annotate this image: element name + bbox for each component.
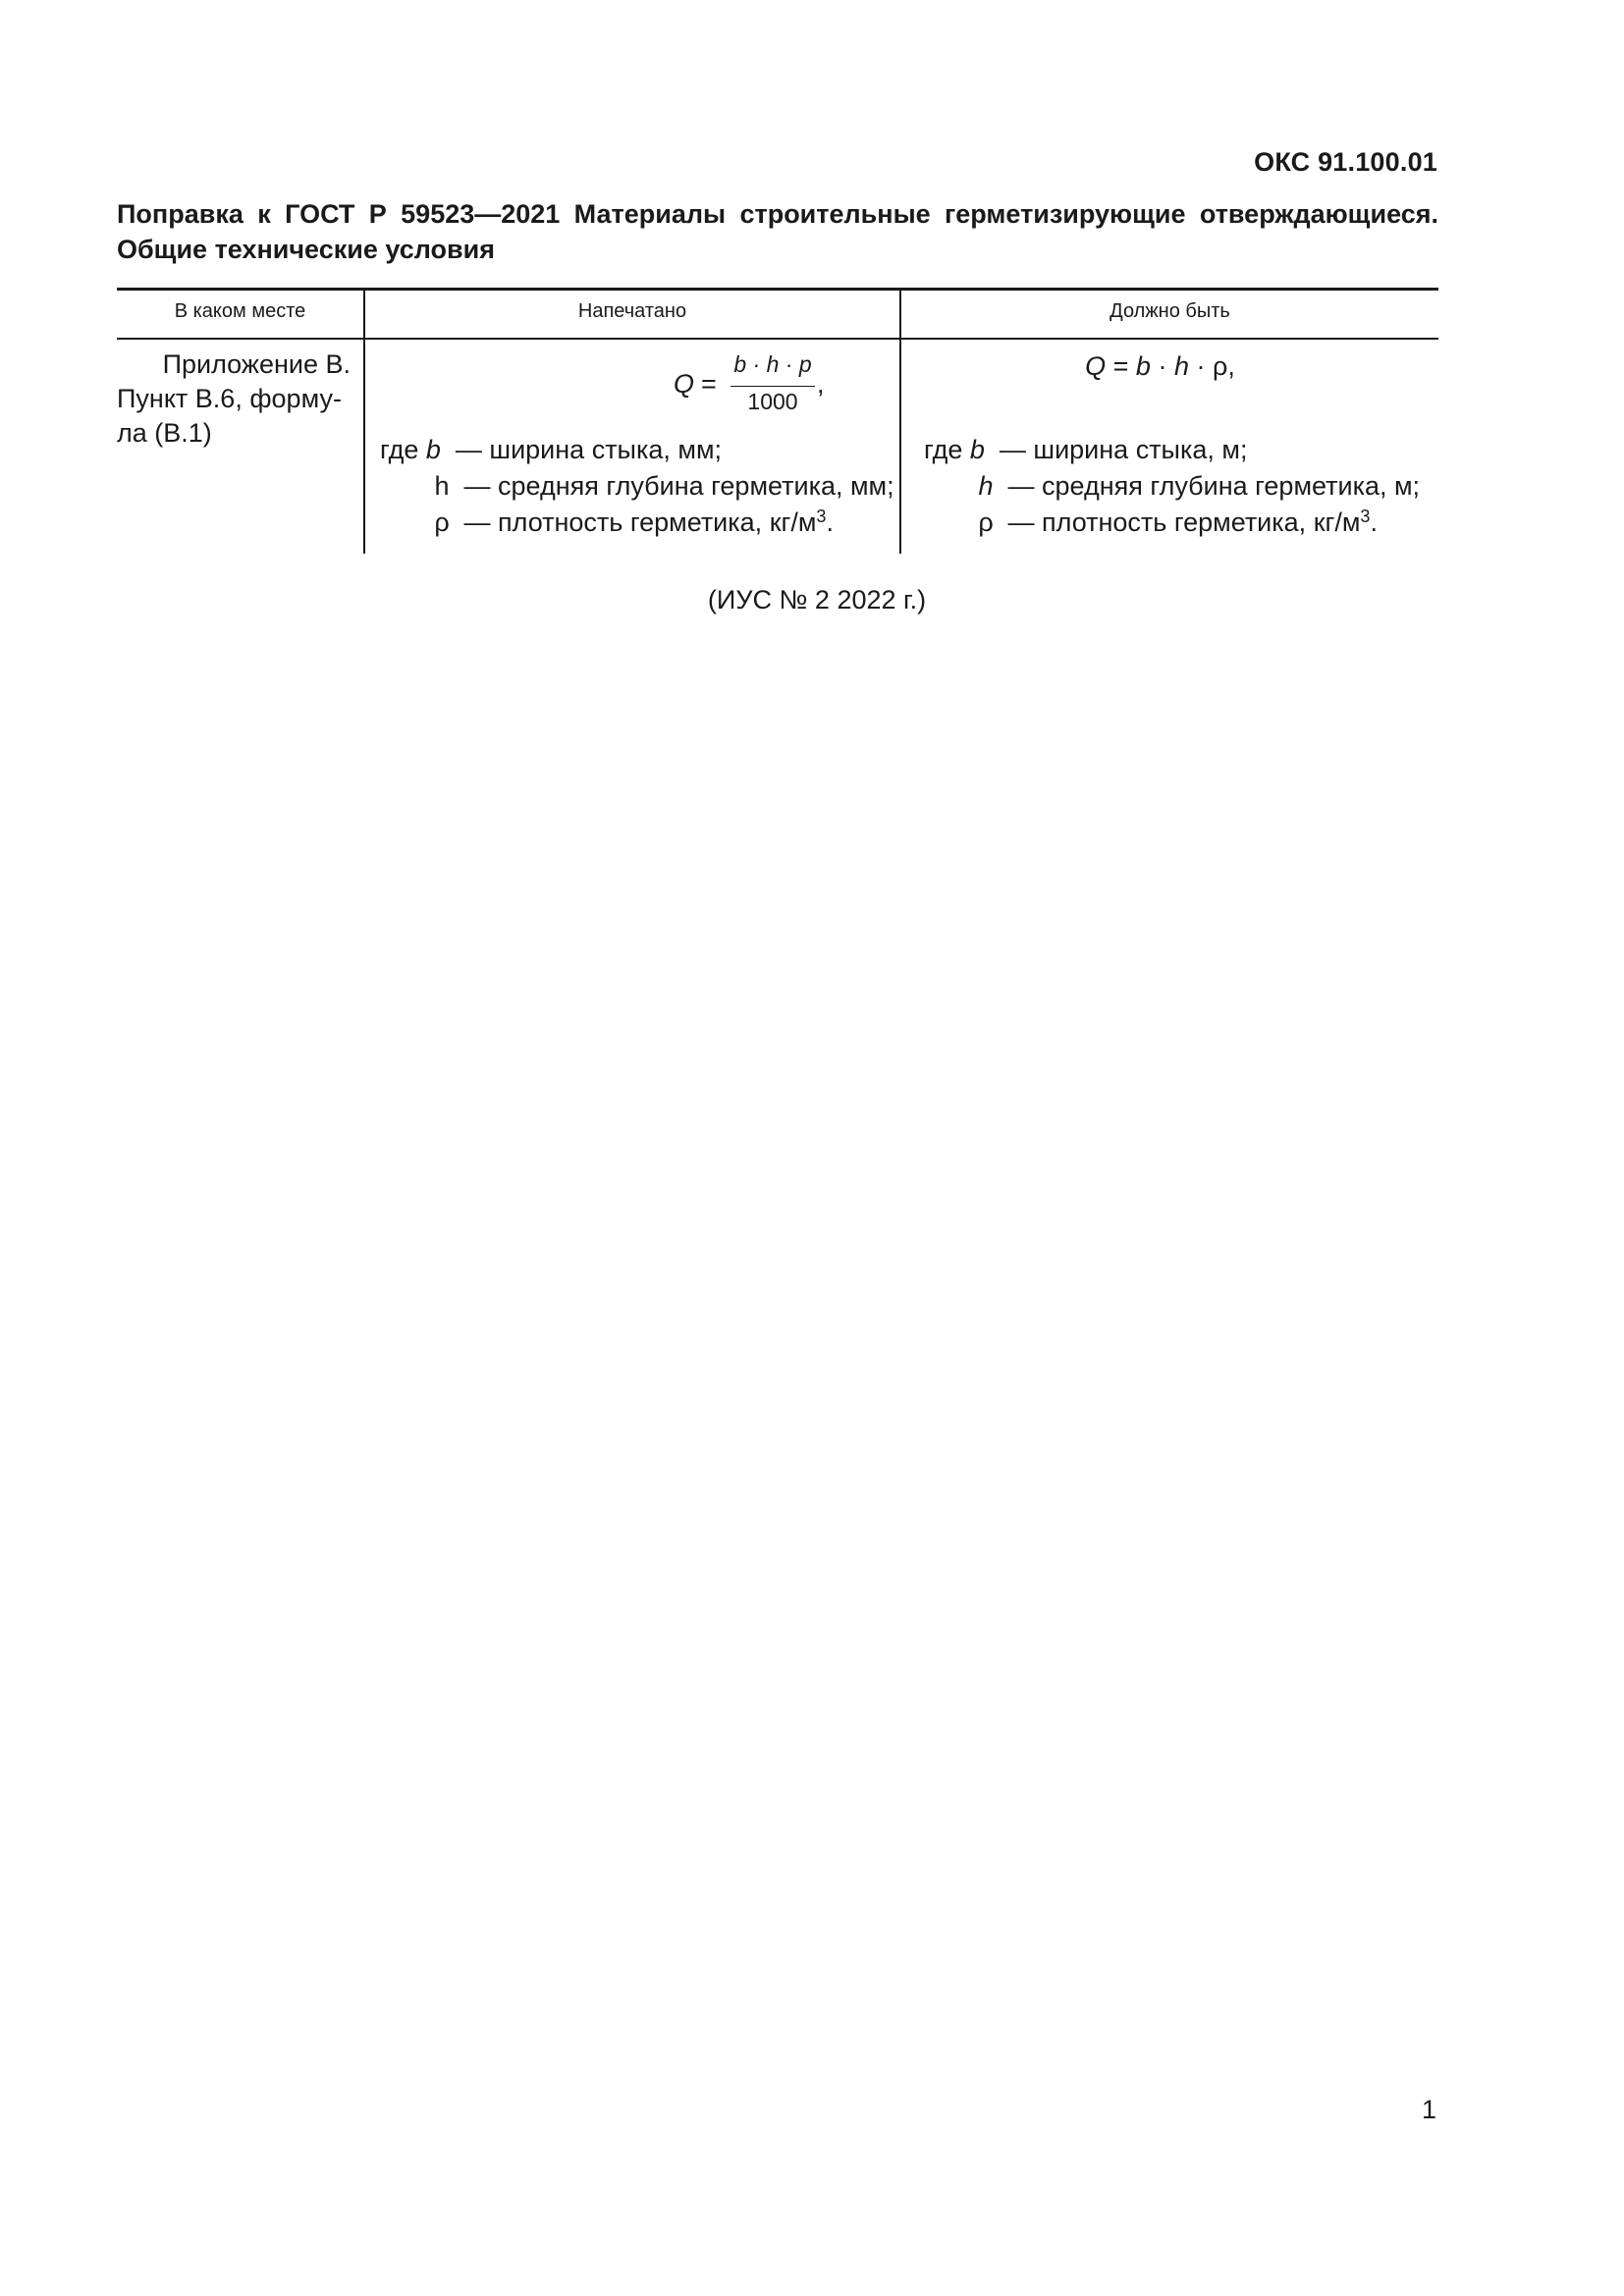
document-title: [117, 196, 1438, 267]
explanation-text: — средняя глубина герметика, м;: [1007, 471, 1421, 501]
explanation-text: — плотность герметика, кг/м: [1007, 507, 1361, 537]
corrected-explanation: [924, 432, 1420, 541]
superscript: 3: [1360, 507, 1371, 526]
title-line-1: Поправка к ГОСТ Р 59523—2021 Материалы строительные герметизирующие отверждающиеся.: [117, 199, 1438, 229]
explanation-text: — плотность герметика, кг/м: [463, 507, 817, 537]
title-line-2: Общие технические условия: [117, 235, 495, 264]
place-cell: [117, 347, 351, 451]
place-line: Приложение В.: [162, 349, 351, 379]
explanation-text: — ширина стыка, м;: [999, 435, 1248, 464]
explanation-symbol: b: [969, 435, 985, 464]
header-rule: [117, 338, 1438, 340]
formula-var-rho: ρ: [1212, 351, 1228, 381]
explanation-symbol: ρ: [434, 507, 450, 537]
formula-equals: =: [1106, 351, 1136, 381]
column-divider: [899, 291, 901, 554]
explanation-lead: где: [924, 435, 963, 464]
explanation-row: [380, 505, 894, 541]
formula-dot: ·: [1150, 351, 1174, 381]
explanation-tail: .: [826, 507, 834, 537]
formula-lhs: Q: [674, 369, 695, 399]
printed-formula: [365, 351, 899, 420]
correction-table: [117, 291, 1438, 554]
place-line: Пункт В.6, форму-: [117, 384, 342, 413]
column-header-place: В каком месте: [174, 300, 306, 322]
explanation-symbol: h: [978, 471, 994, 501]
explanation-symbol: h: [434, 471, 450, 501]
explanation-tail: .: [1370, 507, 1378, 537]
printed-explanation: [380, 432, 894, 541]
formula-var-b: b: [1135, 351, 1151, 381]
formula-trail: ,: [1227, 351, 1235, 381]
page-number: 1: [1421, 2095, 1436, 2124]
column-header-printed: Напечатано: [577, 300, 687, 322]
fraction-bar: [731, 386, 815, 387]
explanation-symbol: b: [425, 435, 441, 464]
formula-lhs: Q: [1085, 351, 1107, 381]
corrected-formula: [901, 351, 1438, 382]
column-divider: [363, 291, 365, 554]
place-line: ла (В.1): [117, 418, 212, 448]
explanation-lead: где: [380, 435, 419, 464]
formula-denominator: 1000: [747, 389, 798, 414]
formula-trail: ,: [817, 369, 825, 399]
explanation-row: [380, 432, 894, 468]
column-header-should-be: Должно быть: [1110, 300, 1230, 322]
formula-numerator: b · h · p: [733, 351, 812, 377]
explanation-symbol: ρ: [978, 507, 994, 537]
explanation-row: [924, 468, 1420, 505]
superscript: 3: [816, 507, 827, 526]
oks-code: ОКС 91.100.01: [1254, 147, 1437, 177]
explanation-row: [380, 468, 894, 505]
ius-reference: (ИУС № 2 2022 г.): [707, 585, 927, 614]
explanation-text: — средняя глубина герметика, мм;: [463, 471, 894, 501]
explanation-text: — ширина стыка, мм;: [455, 435, 723, 464]
formula-equals: =: [701, 369, 717, 399]
explanation-row: [924, 432, 1420, 468]
formula-dot: ·: [1188, 351, 1213, 381]
explanation-row: [924, 505, 1420, 541]
formula-var-h: h: [1173, 351, 1189, 381]
